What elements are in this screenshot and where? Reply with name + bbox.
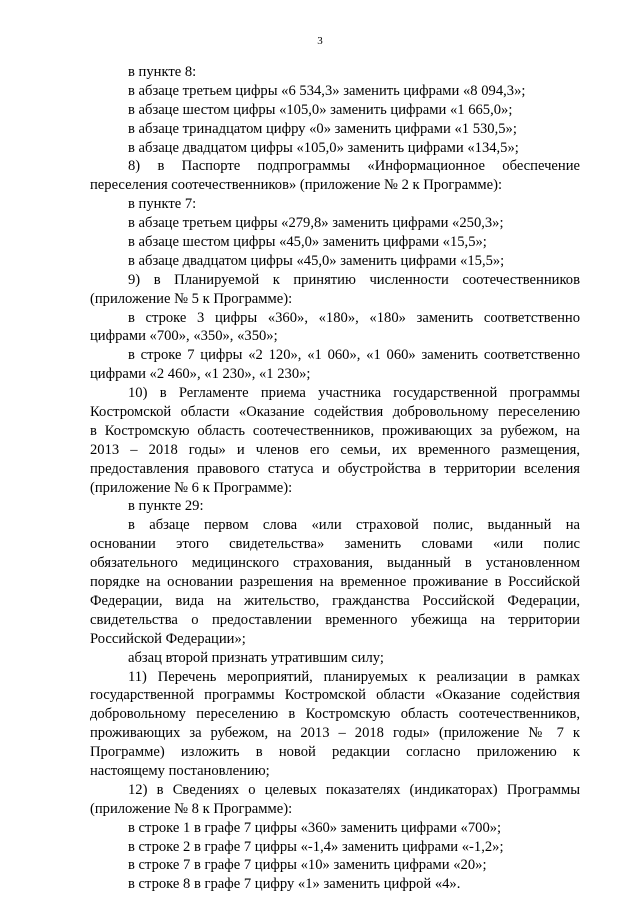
- text-line: Федерации, вида на жительство, гражданства Российской Федерации,: [90, 592, 580, 609]
- text-line: в строке 8 в графе 7 цифру «1» заменить цифрой «4».: [128, 876, 461, 893]
- text-line: в пункте 7:: [128, 196, 197, 213]
- text-line: в абзаце третьем цифры «279,8» заменить цифрами «250,3»;: [128, 215, 504, 232]
- text-line: порядке на основании разрешения на временное проживание в Российской: [90, 574, 580, 591]
- text-line: в абзаце тринадцатом цифру «0» заменить цифрами «1 530,5»;: [128, 120, 517, 137]
- page-number: 3: [317, 35, 323, 47]
- text-line: в строке 2 в графе 7 цифры «-1,4» заменить цифрами «-1,2»;: [128, 838, 504, 855]
- text-line: Костромской области «Оказание содействия добровольному переселению: [90, 404, 580, 421]
- text-line: в пункте 29:: [128, 498, 204, 515]
- text-line: (приложение № 6 к Программе):: [90, 479, 293, 496]
- text-line: в абзаце шестом цифры «105,0» заменить цифрами «1 665,0»;: [128, 101, 513, 118]
- text-line: 9) в Планируемой к принятию численности соотечественников: [128, 271, 580, 288]
- text-line: Программе) изложить в новой редакции согласно приложению к: [90, 744, 580, 761]
- text-line: (приложение № 8 к Программе):: [90, 800, 293, 817]
- text-line: в строке 7 цифры «2 120», «1 060», «1 060» заменить соответственно: [128, 347, 580, 364]
- text-line: обязательного медицинского страхования, выданный в установленном: [90, 555, 580, 572]
- text-line: 2013 – 2018 годы» и членов его семьи, их временного размещения,: [90, 441, 580, 458]
- text-line: проживающих за рубежом, на 2013 – 2018 годы» (приложение № 7 к: [90, 725, 580, 742]
- text-line: предоставления правового статуса и обустройства в территории вселения: [90, 460, 580, 477]
- text-line: Российской Федерации»;: [90, 630, 246, 647]
- text-line: основании этого свидетельства» заменить словами «или полис: [90, 536, 580, 553]
- text-line: в пункте 8:: [128, 64, 197, 80]
- text-line: в Костромскую область соотечественников, проживающих за рубежом, на: [90, 422, 580, 439]
- text-line: настоящему постановлению;: [90, 762, 270, 779]
- text-line: 10) в Регламенте приема участника государственной программы: [128, 385, 580, 402]
- document-body: [90, 63, 580, 894]
- text-line: в абзаце двадцатом цифры «105,0» заменить цифрами «134,5»;: [128, 139, 519, 156]
- text-line: 11) Перечень мероприятий, планируемых к реализации в рамках: [128, 668, 580, 685]
- text-line: в абзаце первом слова «или страховой полис, выданный на: [128, 517, 580, 534]
- text-line: в строке 7 в графе 7 цифры «10» заменить цифрами «20»;: [128, 857, 487, 874]
- text-line: свидетельства о предоставлении временного убежища на территории: [90, 611, 580, 628]
- text-line: в абзаце третьем цифры «6 534,3» заменить цифрами «8 094,3»;: [128, 82, 526, 99]
- text-line: государственной программы Костромской области «Оказание содействия: [90, 687, 580, 704]
- text-line: 8) в Паспорте подпрограммы «Информационное обеспечение: [128, 158, 580, 175]
- text-line: в абзаце двадцатом цифры «45,0» заменить цифрами «15,5»;: [128, 252, 505, 269]
- text-line: цифрами «2 460», «1 230», «1 230»;: [90, 366, 311, 383]
- text-line: цифрами «700», «350», «350»;: [90, 328, 278, 345]
- text-line: (приложение № 5 к Программе):: [90, 290, 293, 307]
- text-line: абзац второй признать утратившим силу;: [128, 649, 384, 666]
- text-line: в строке 3 цифры «360», «180», «180» заменить соответственно: [128, 309, 580, 326]
- text-line: в строке 1 в графе 7 цифры «360» заменить цифрами «700»;: [128, 819, 502, 836]
- text-line: 12) в Сведениях о целевых показателях (индикаторах) Программы: [128, 781, 580, 798]
- text-line: в абзаце шестом цифры «45,0» заменить цифрами «15,5»;: [128, 234, 487, 251]
- text-line: переселения соотечественников» (приложение № 2 к Программе):: [90, 177, 503, 194]
- text-line: добровольному переселению в Костромскую область соотечественников,: [90, 706, 580, 723]
